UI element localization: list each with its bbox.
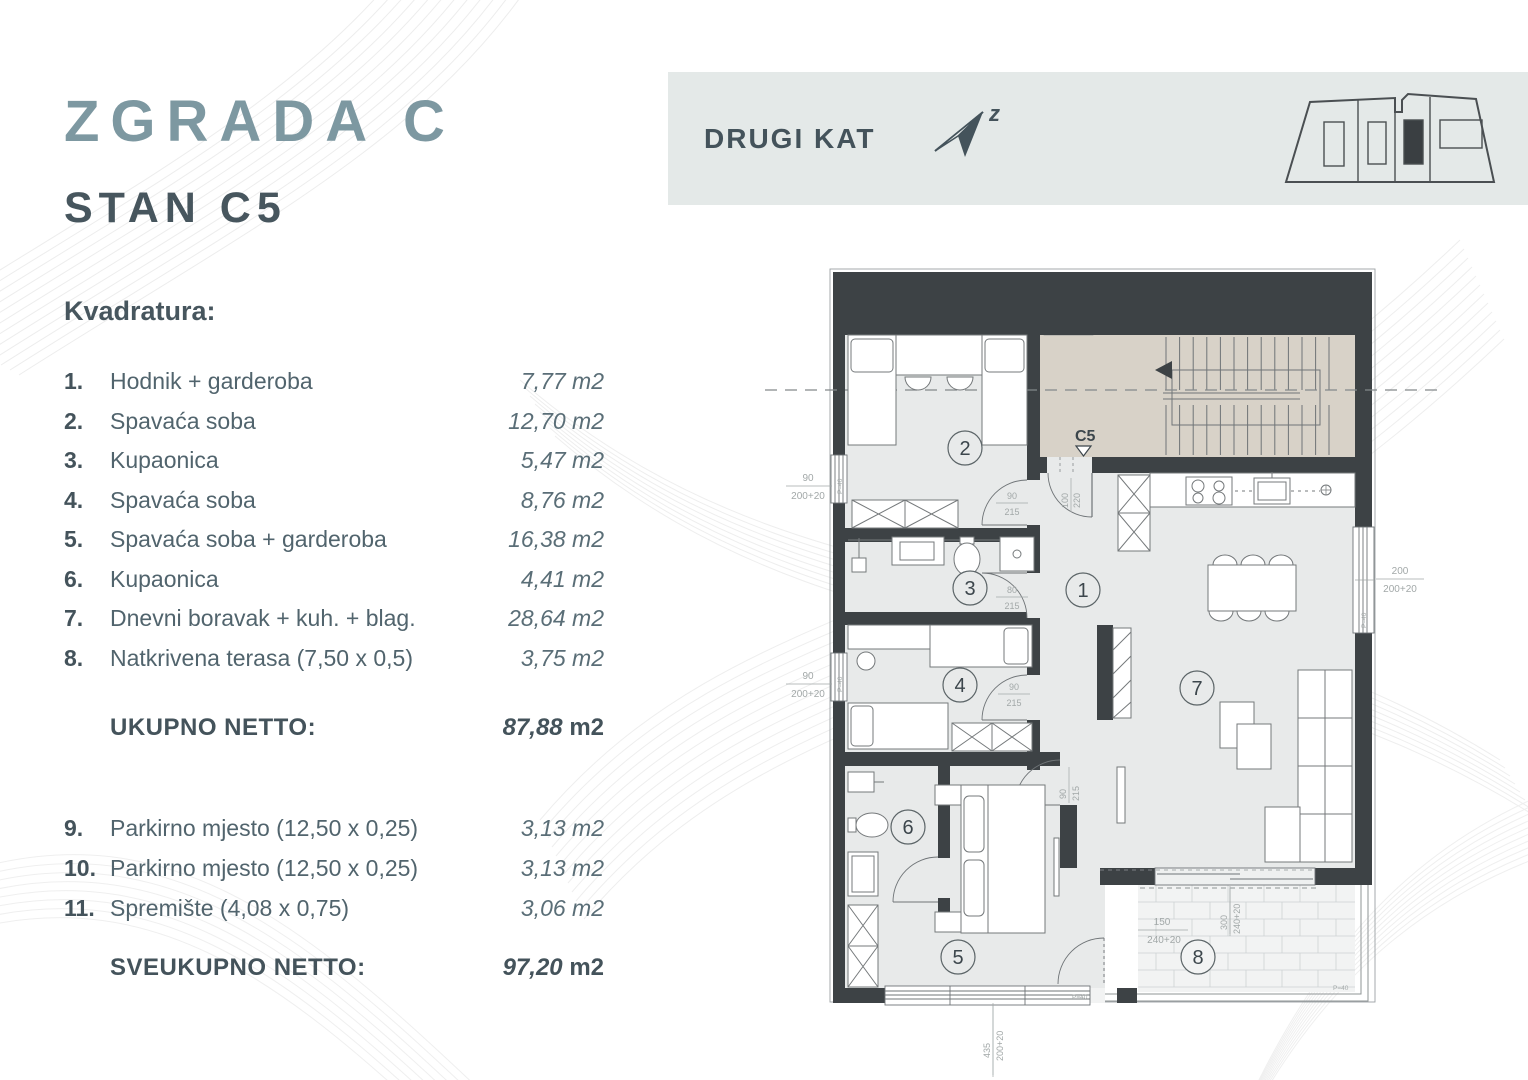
svg-text:6: 6 bbox=[902, 817, 914, 839]
item-number: 6. bbox=[64, 565, 84, 592]
svg-text:P=40: P=40 bbox=[1333, 985, 1349, 992]
svg-text:P=40: P=40 bbox=[1072, 994, 1088, 1001]
svg-text:90: 90 bbox=[1058, 788, 1068, 799]
item-number: 8. bbox=[64, 644, 84, 671]
item-label: Kupaonica bbox=[110, 447, 219, 474]
item-number: 5. bbox=[64, 526, 84, 553]
item-value: 3,06 m2 bbox=[520, 894, 604, 921]
svg-text:150: 150 bbox=[1153, 917, 1171, 928]
svg-text:P=40: P=40 bbox=[1361, 612, 1368, 628]
room-area-list bbox=[64, 362, 604, 678]
svg-text:1: 1 bbox=[1077, 580, 1089, 602]
grand-total-value: 97,20 m2 bbox=[502, 954, 604, 981]
svg-text:435: 435 bbox=[982, 1042, 992, 1058]
list-item bbox=[64, 888, 604, 928]
item-label: Spavaća soba + garderoba bbox=[110, 526, 387, 553]
item-value: 3,13 m2 bbox=[520, 854, 604, 881]
item-value: 7,77 m2 bbox=[520, 368, 604, 395]
item-label: Spavaća soba bbox=[110, 486, 256, 513]
item-number: 10. bbox=[64, 854, 96, 881]
svg-text:3: 3 bbox=[964, 578, 976, 600]
item-value: 5,47 m2 bbox=[520, 447, 604, 474]
list-item bbox=[64, 402, 604, 442]
svg-text:200+20: 200+20 bbox=[791, 491, 825, 502]
item-label: Dnevni boravak + kuh. + blag. bbox=[110, 605, 416, 632]
item-label: Natkrivena terasa (7,50 x 0,5) bbox=[110, 644, 413, 671]
svg-text:z: z bbox=[989, 101, 1001, 126]
item-label: Parkirno mjesto (12,50 x 0,25) bbox=[110, 854, 419, 881]
svg-text:90: 90 bbox=[802, 671, 814, 682]
svg-text:215: 215 bbox=[1006, 698, 1022, 708]
svg-text:80: 80 bbox=[1006, 585, 1018, 595]
building-outline-icon bbox=[1280, 90, 1500, 193]
svg-text:300: 300 bbox=[1219, 914, 1229, 930]
extras-list bbox=[64, 808, 604, 928]
item-value: 16,38 m2 bbox=[508, 526, 604, 553]
svg-text:200+20: 200+20 bbox=[791, 689, 825, 700]
floor-label: DRUGI KAT bbox=[704, 122, 876, 154]
svg-text:200: 200 bbox=[1391, 566, 1409, 577]
svg-text:P=40: P=40 bbox=[837, 478, 844, 494]
unit-entry-label: C5 bbox=[1075, 428, 1096, 445]
item-value: 3,75 m2 bbox=[520, 644, 604, 671]
net-total-value: 87,88 m2 bbox=[502, 714, 604, 741]
list-item bbox=[64, 560, 604, 600]
item-number: 2. bbox=[64, 407, 84, 434]
item-number: 7. bbox=[64, 605, 84, 632]
section-title: Kvadratura: bbox=[64, 296, 216, 326]
north-arrow-icon bbox=[929, 99, 1015, 178]
floor-plan bbox=[760, 240, 1528, 1080]
list-item bbox=[64, 808, 604, 848]
grand-total-row bbox=[64, 954, 604, 982]
svg-text:4: 4 bbox=[954, 675, 966, 697]
svg-text:240+20: 240+20 bbox=[1232, 903, 1242, 934]
item-value: 4,41 m2 bbox=[520, 565, 604, 592]
list-item bbox=[64, 481, 604, 521]
list-item bbox=[64, 362, 604, 402]
svg-text:P=40: P=40 bbox=[837, 676, 844, 692]
list-item bbox=[64, 599, 604, 639]
list-item bbox=[64, 520, 604, 560]
dining-set bbox=[1208, 555, 1296, 621]
svg-text:200+20: 200+20 bbox=[995, 1030, 1005, 1061]
item-number: 4. bbox=[64, 486, 84, 513]
item-value: 3,13 m2 bbox=[520, 814, 604, 841]
svg-text:7: 7 bbox=[1191, 678, 1203, 700]
svg-text:215: 215 bbox=[1004, 601, 1020, 611]
list-item bbox=[64, 848, 604, 888]
svg-text:200+20: 200+20 bbox=[1383, 584, 1417, 595]
item-number: 11. bbox=[64, 894, 95, 921]
unit-title: STAN C5 bbox=[64, 184, 287, 232]
net-total-row bbox=[64, 714, 604, 742]
grand-total-label: SVEUKUPNO NETTO: bbox=[110, 954, 366, 981]
item-value: 12,70 m2 bbox=[508, 407, 604, 434]
floor-banner bbox=[668, 72, 1528, 205]
list-item bbox=[64, 441, 604, 481]
svg-text:215: 215 bbox=[1004, 507, 1020, 517]
item-value: 28,64 m2 bbox=[508, 605, 604, 632]
svg-text:100: 100 bbox=[1060, 492, 1070, 508]
list-item bbox=[64, 639, 604, 679]
svg-text:8: 8 bbox=[1192, 947, 1204, 969]
item-number: 9. bbox=[64, 814, 84, 841]
svg-text:90: 90 bbox=[1006, 491, 1018, 501]
item-label: Spavaća soba bbox=[110, 407, 256, 434]
net-total-label: UKUPNO NETTO: bbox=[110, 714, 317, 741]
item-value: 8,76 m2 bbox=[520, 486, 604, 513]
svg-text:5: 5 bbox=[952, 947, 964, 969]
terrace bbox=[1105, 885, 1368, 1001]
svg-text:215: 215 bbox=[1071, 785, 1081, 801]
item-label: Parkirno mjesto (12,50 x 0,25) bbox=[110, 814, 419, 841]
item-number: 3. bbox=[64, 447, 84, 474]
item-label: Spremište (4,08 x 0,75) bbox=[110, 894, 350, 921]
item-number: 1. bbox=[64, 368, 84, 395]
svg-text:2: 2 bbox=[959, 438, 971, 460]
svg-text:220: 220 bbox=[1072, 492, 1082, 508]
item-label: Hodnik + garderoba bbox=[110, 368, 313, 395]
svg-text:240+20: 240+20 bbox=[1147, 935, 1181, 946]
item-label: Kupaonica bbox=[110, 565, 219, 592]
svg-text:90: 90 bbox=[802, 473, 814, 484]
page-title: ZGRADA C bbox=[64, 89, 456, 154]
svg-text:90: 90 bbox=[1008, 682, 1020, 692]
kitchen bbox=[1150, 472, 1355, 507]
